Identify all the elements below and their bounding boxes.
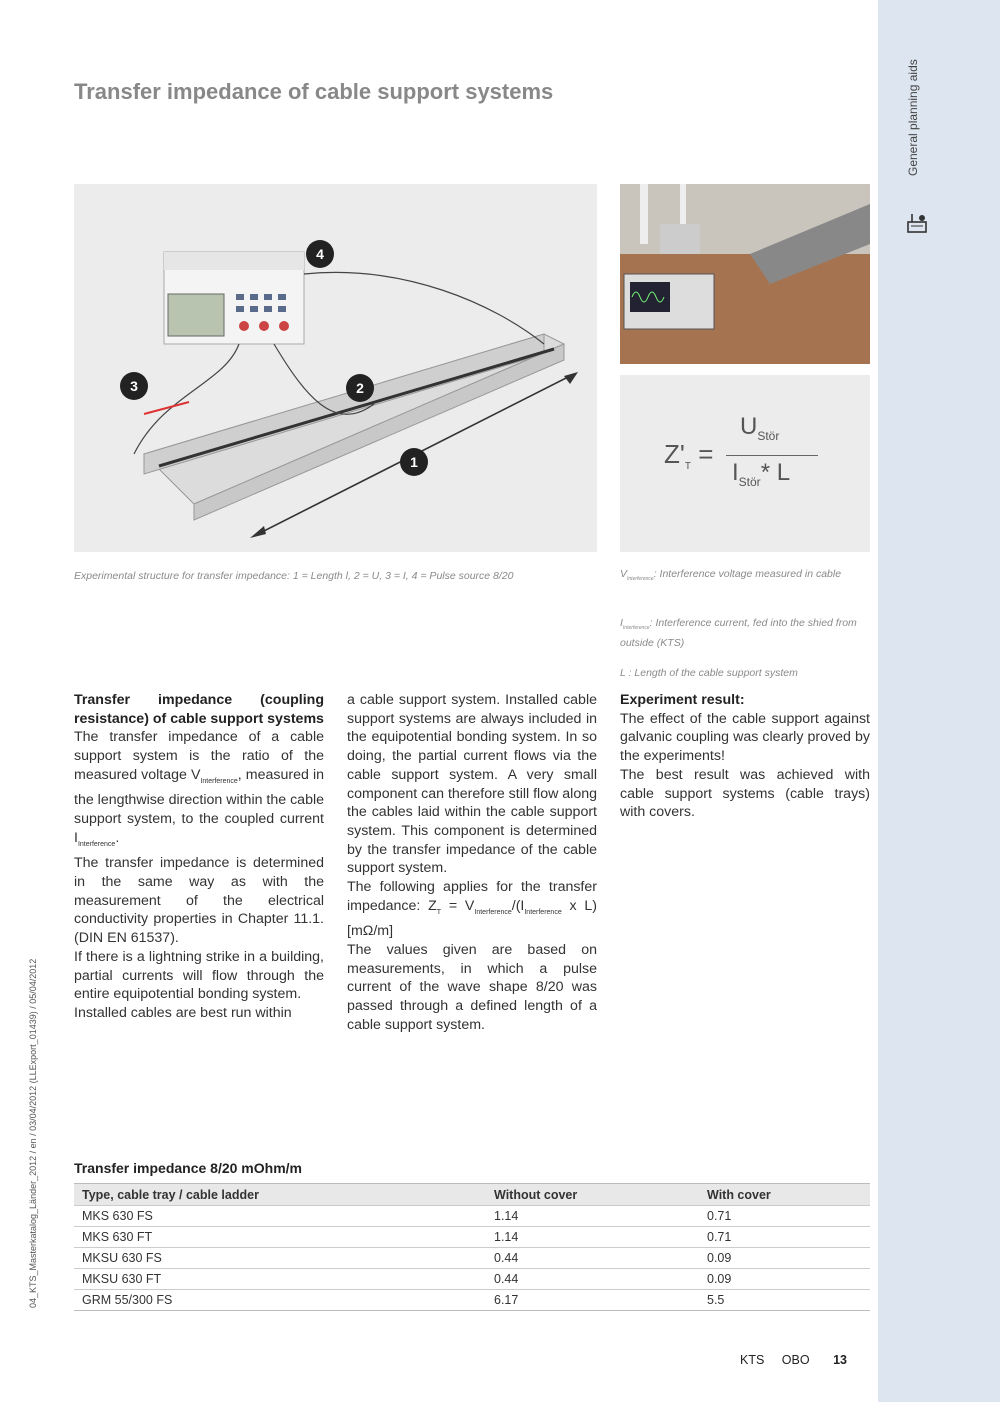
experiment-figure <box>74 184 597 552</box>
legend-v: $V_{Interference}$: Interference voltage measured in cable <box>620 568 842 583</box>
formula-denominator: $I_{Stör}*$ L <box>732 459 791 489</box>
cell-type: MKS 630 FT <box>74 1227 486 1248</box>
cell-with-cover: 0.71 <box>699 1206 870 1227</box>
cell-type: MKSU 630 FT <box>74 1269 486 1290</box>
cell-with-cover: 0.71 <box>699 1227 870 1248</box>
column-3 <box>620 691 870 822</box>
paragraph: The transfer impedance of a cable support system is the ratio of the measured voltage $V_{Interference}$, measured in the lengthwise direction within the cable support system, to the coupled current $I_{Interference}$. <box>74 729 325 848</box>
marker-1: 1 <box>400 448 428 476</box>
paragraph: a cable support system. Installed cable support systems are always included in the equipotential bonding system. In so doing, the partial current flows via the cable support system. A very small component can therefore still flow along the cables laid within the cable support system. This component is determined by the transfer impedance of the cable support system. <box>347 692 597 877</box>
page-title: Transfer impedance of cable support systems <box>74 79 554 104</box>
measuring-instrument-icon <box>906 212 928 234</box>
legend-l: L : Length of the cable support system <box>620 667 798 679</box>
table-row <box>74 1227 870 1248</box>
sidebar <box>878 0 1000 1402</box>
header-type: Type, cable tray / cable ladder <box>74 1184 486 1206</box>
sidebar-label: General planning aids <box>906 59 920 176</box>
paragraph: The transfer impedance is determined in the same way as with the measurement of the electrical conductivity properties in Chapter 11.1. (DIN EN 61537). <box>74 855 324 947</box>
cell-with-cover: 5.5 <box>699 1290 870 1311</box>
marker-2: 2 <box>346 374 374 402</box>
cell-without-cover: 6.17 <box>486 1290 699 1311</box>
header-with-cover: With cover <box>699 1184 870 1206</box>
paragraph: The best result was achieved with cable support systems (cable trays) with covers. <box>620 766 870 821</box>
paragraph: If there is a lightning strike in a building, partial currents will flow through the entire equipotential bonding system. <box>74 948 324 1003</box>
table-row <box>74 1269 870 1290</box>
cell-without-cover: 1.14 <box>486 1206 699 1227</box>
cell-type: GRM 55/300 FS <box>74 1290 486 1311</box>
table-row <box>74 1206 870 1227</box>
formula-box <box>620 375 870 552</box>
cell-without-cover: 0.44 <box>486 1248 699 1269</box>
header-without-cover: Without cover <box>486 1184 699 1206</box>
result-heading: Experiment result: <box>620 692 745 708</box>
marker-4: 4 <box>306 240 334 268</box>
cell-type: MKSU 630 FS <box>74 1248 486 1269</box>
page-footer <box>740 1353 847 1367</box>
cell-type: MKS 630 FS <box>74 1206 486 1227</box>
cell-with-cover: 0.09 <box>699 1248 870 1269</box>
marker-3: 3 <box>120 372 148 400</box>
column-2 <box>347 691 597 1034</box>
formula-z: $Z'_T$ = <box>664 439 714 473</box>
brand-obo: OBO <box>781 1353 810 1367</box>
fraction-bar <box>726 455 818 456</box>
paragraph: The effect of the cable support against galvanic coupling was clearly proved by the experiments! <box>620 710 870 765</box>
brand-kts: KTS <box>740 1353 765 1367</box>
section-heading: Transfer impedance (coupling resistance) of cable support systems <box>74 692 324 727</box>
table-header-row <box>74 1184 870 1206</box>
cell-without-cover: 0.44 <box>486 1269 699 1290</box>
legend-i: $I_{Interference}$: Interference current, fed into the shied from outside (KTS) <box>620 617 857 650</box>
cell-without-cover: 1.14 <box>486 1227 699 1248</box>
paragraph: The values given are based on measurements, in which a pulse current of the wave shape 8/20 was passed through a defined length of a cable support system. <box>347 941 597 1033</box>
impedance-table <box>74 1183 870 1311</box>
figure-caption: Experimental structure for transfer impedance: 1 = Length l, 2 = U, 3 = I, 4 = Pulse source 8/20 <box>74 570 514 582</box>
cell-with-cover: 0.09 <box>699 1269 870 1290</box>
print-info: 04_KTS_Masterkatalog_Länder_2012 / en / 03/04/2012 (LLExport_01439) / 05/04/2012 <box>28 958 38 1308</box>
table-row <box>74 1248 870 1269</box>
lab-photo <box>620 184 870 364</box>
column-1 <box>74 691 324 1023</box>
table-title: Transfer impedance 8/20 mOhm/m <box>74 1160 302 1176</box>
paragraph: Installed cables are best run within <box>74 1004 292 1021</box>
paragraph: The following applies for the transfer impedance: $Z_T = V_{Interference}/(I_{Interference}$ x L) [mΩ/m] <box>347 879 597 940</box>
formula-numerator: $U_{Stör}$ <box>740 413 780 443</box>
page-number: 13 <box>833 1353 847 1367</box>
table-row <box>74 1290 870 1311</box>
